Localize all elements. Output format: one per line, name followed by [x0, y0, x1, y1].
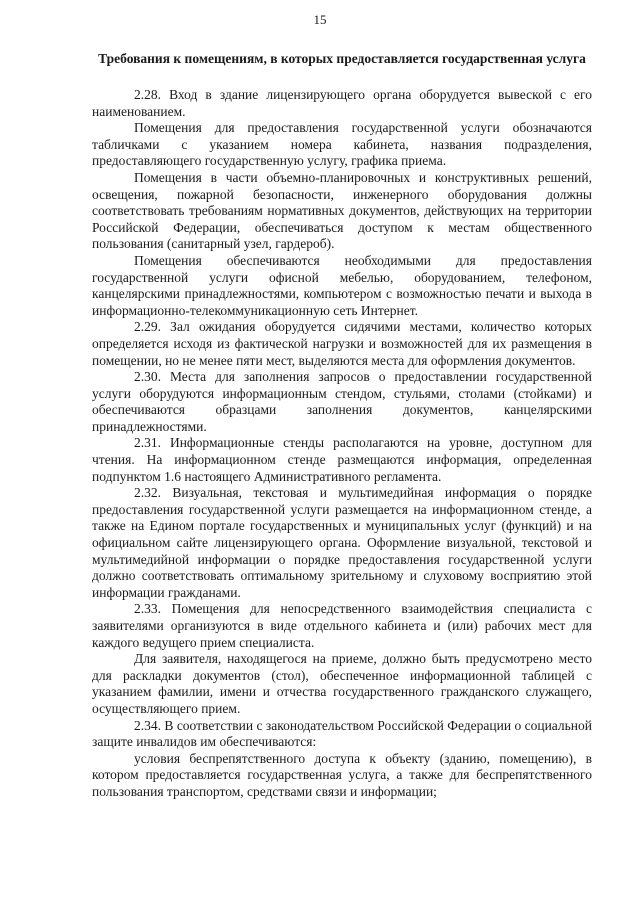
- paragraph-access-conditions: условия беспрепятственного доступа к объекту (зданию, помещению), в котором предоставляется государственная услуга, а также для беспрепятственного пользования транспортом, средствами связи и информации;: [92, 750, 592, 799]
- paragraph-2-33: 2.33. Помещения для непосредственного взаимодействия специалиста с заявителями организуются в виде отдельного кабинета и (или) рабочих мест для каждого ведущего прием специалиста.: [92, 601, 592, 650]
- paragraph-2-30: 2.30. Места для заполнения запросов о предоставлении государственной услуги оборудуются информационным стендом, стульями, столами (стойками) и обеспечиваются образцами заполнения документов, канцелярскими принадлежностями.: [92, 369, 592, 434]
- document-body: [92, 87, 592, 801]
- paragraph-2-31: 2.31. Информационные стенды располагаются на уровне, доступном для чтения. На информационном стенде размещаются информация, определенная подпунктом 1.6 настоящего Административного регламента.: [92, 435, 592, 484]
- paragraph-2-32: 2.32. Визуальная, текстовая и мультимедийная информация о порядке предоставления государственной услуги размещается на информационном стенде, а также на Едином портале государственных и муниципальных услуг (функций) и на официальном сайте лицензирующего органа. Оформление визуальной, текстовой и мультимедийной информации о порядке предоставления государственной услуги должно соответствовать оптимальному зрительному и слуховому восприятию этой информации гражданами.: [92, 485, 592, 600]
- paragraph-2-29: 2.29. Зал ожидания оборудуется сидячими местами, количество которых определяется исходя из фактической нагрузки и возможностей для их размещения в помещении, но не менее пяти мест, выделяются места для оформления документов.: [92, 319, 592, 368]
- paragraph-applicant-place: Для заявителя, находящегося на приеме, должно быть предусмотрено место для раскладки документов (стол), обеспеченное информационной таблицей с указанием фамилии, имени и отчества государственного гражданского служащего, осуществляющего прием.: [92, 651, 592, 716]
- paragraph-2-34: 2.34. В соответствии с законодательством Российской Федерации о социальной защите инвалидов им обеспечиваются:: [92, 717, 592, 750]
- page-number: 15: [313, 12, 327, 27]
- paragraph-rooms-requirements: Помещения в части объемно-планировочных и конструктивных решений, освещения, пожарной безопасности, инженерного оборудования должны соответствовать требованиям нормативных документов, действующих на территории Российской Федерации, обеспечиваться доступом к местам общественного пользования (санитарный узел, гардероб).: [92, 169, 592, 252]
- section-heading: Требования к помещениям, в которых предоставляется государственная услуга: [98, 51, 586, 66]
- paragraph-2-28: 2.28. Вход в здание лицензирующего органа оборудуется вывеской с его наименованием.: [92, 87, 592, 119]
- paragraph-rooms-equipment: Помещения обеспечиваются необходимыми для предоставления государственной услуги офисной мебелью, оборудованием, телефоном, канцелярскими принадлежностями, компьютером с возможностью печати и выхода в информационно-телекоммуникационную сеть Интернет.: [92, 252, 592, 318]
- paragraph-rooms-signage: Помещения для предоставления государственной услуги обозначаются табличками с указанием номера кабинета, названия подразделения, предоставляющего государственную услугу, графика приема.: [92, 120, 592, 169]
